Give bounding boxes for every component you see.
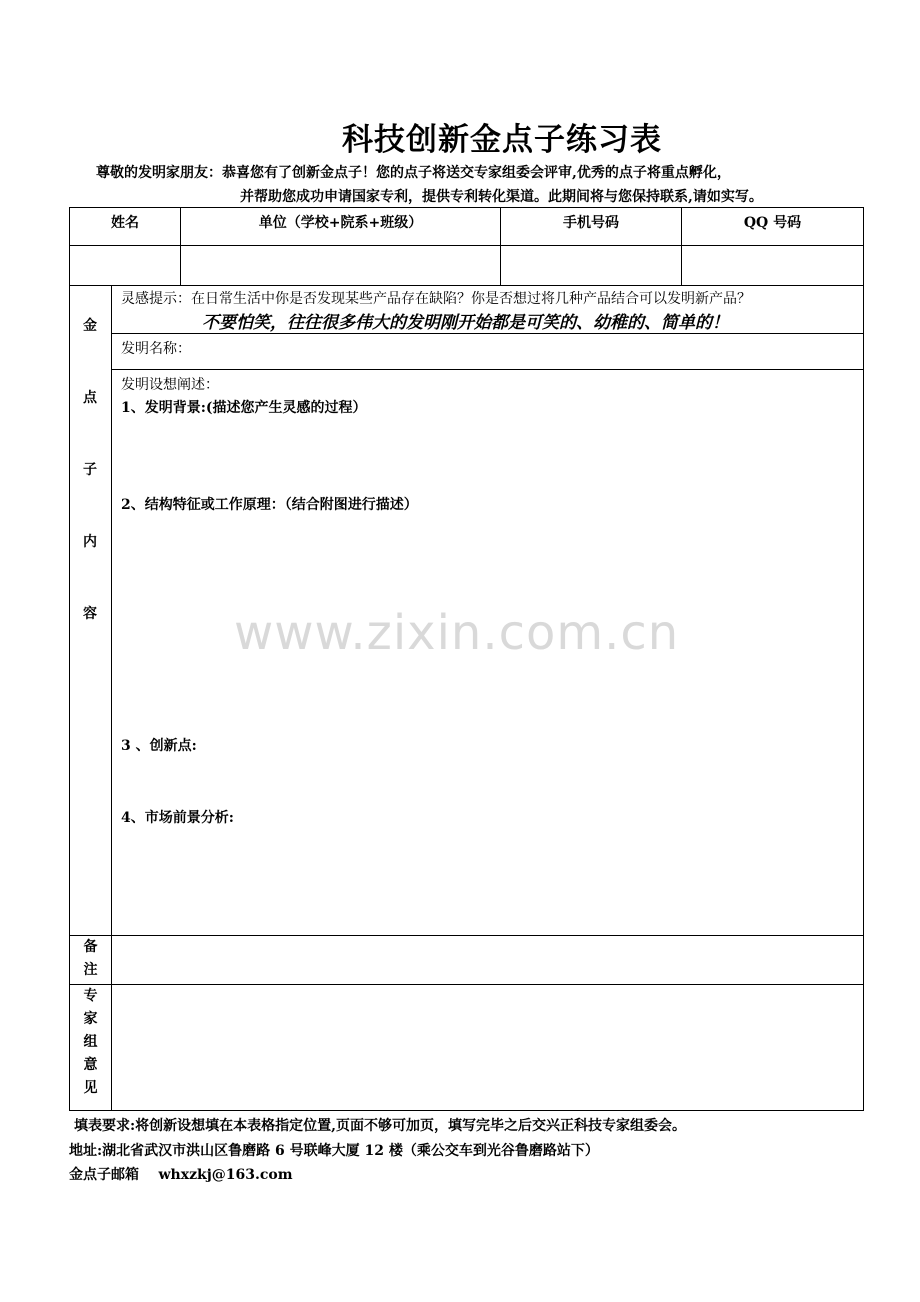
intro-line-2: 并帮助您成功申请国家专利，提供专利转化渠道。此期间将与您保持联系,请如实写。 — [240, 189, 763, 205]
form-title: 科技创新金点子练习表 — [342, 122, 662, 158]
header-unit: 单位（学校+院系+班级） — [181, 208, 501, 246]
header-phone: 手机号码 — [501, 208, 682, 246]
invention-name-field[interactable] — [112, 334, 864, 370]
expert-char-4: 意 — [83, 1056, 98, 1073]
side-char-4: 内 — [83, 534, 97, 551]
unit-input-cell[interactable] — [181, 246, 501, 286]
remarks-char-1: 备 — [83, 938, 98, 955]
remarks-label — [70, 935, 112, 984]
input-row — [70, 246, 864, 286]
item-background: 1、发明背景:(描述您产生灵感的过程） — [121, 400, 367, 417]
item-market: 4、市场前景分析: — [121, 810, 234, 827]
hint-cell — [112, 286, 864, 334]
expert-char-1: 专 — [83, 987, 98, 1004]
inspiration-hint-emphasis: 不要怕笑，往往很多伟大的发明刚开始都是可笑的、幼稚的、简单的！ — [202, 313, 729, 334]
expert-opinion-row — [70, 984, 864, 1110]
expert-char-3: 组 — [83, 1033, 98, 1050]
expert-opinion-label — [70, 984, 112, 1110]
expert-opinion-field[interactable] — [112, 984, 864, 1110]
header-row — [70, 208, 864, 246]
header-name: 姓名 — [70, 208, 181, 246]
description-label: 发明设想阐述： — [121, 377, 219, 394]
invention-name-label: 发明名称： — [121, 341, 191, 358]
footer-email: 金点子邮箱 whxzkj@163.com — [69, 1167, 293, 1183]
qq-input-cell[interactable] — [682, 246, 864, 286]
remarks-row — [70, 935, 864, 984]
side-char-2: 点 — [83, 390, 97, 407]
footer-address: 地址:湖北省武汉市洪山区鲁磨路 6 号联峰大厦 12 楼（乘公交车到光谷鲁磨路站下） — [69, 1143, 599, 1159]
expert-char-2: 家 — [83, 1010, 98, 1027]
footer-requirements: 填表要求:将创新设想填在本表格指定位置,页面不够可加页，填写完毕之后交兴正科技专家组委会。 — [74, 1118, 687, 1134]
header-qq: QQ 号码 — [682, 208, 864, 246]
phone-input-cell[interactable] — [501, 246, 682, 286]
remarks-field[interactable] — [112, 935, 864, 984]
side-char-1: 金 — [83, 318, 97, 335]
item-structure: 2、结构特征或工作原理：（结合附图进行描述） — [121, 497, 418, 514]
item-innovation: 3 、创新点: — [121, 738, 197, 755]
name-input-cell[interactable] — [70, 246, 181, 286]
hint-row — [70, 286, 864, 334]
intro-line-1: 尊敬的发明家朋友：恭喜您有了创新金点子！您的点子将送交专家组委会评审,优秀的点子将重点孵化， — [96, 165, 731, 181]
remarks-char-2: 注 — [83, 961, 98, 978]
watermark: www.zixin.com.cn — [234, 605, 680, 661]
invention-name-row — [70, 334, 864, 370]
expert-char-5: 见 — [83, 1079, 98, 1096]
idea-content-side-label — [70, 286, 112, 936]
inspiration-hint: 灵感提示：在日常生活中你是否发现某些产品存在缺陷？你是否想过将几种产品结合可以发明新产品？ — [121, 291, 751, 308]
side-char-5: 容 — [83, 606, 97, 623]
side-char-3: 子 — [83, 462, 97, 479]
